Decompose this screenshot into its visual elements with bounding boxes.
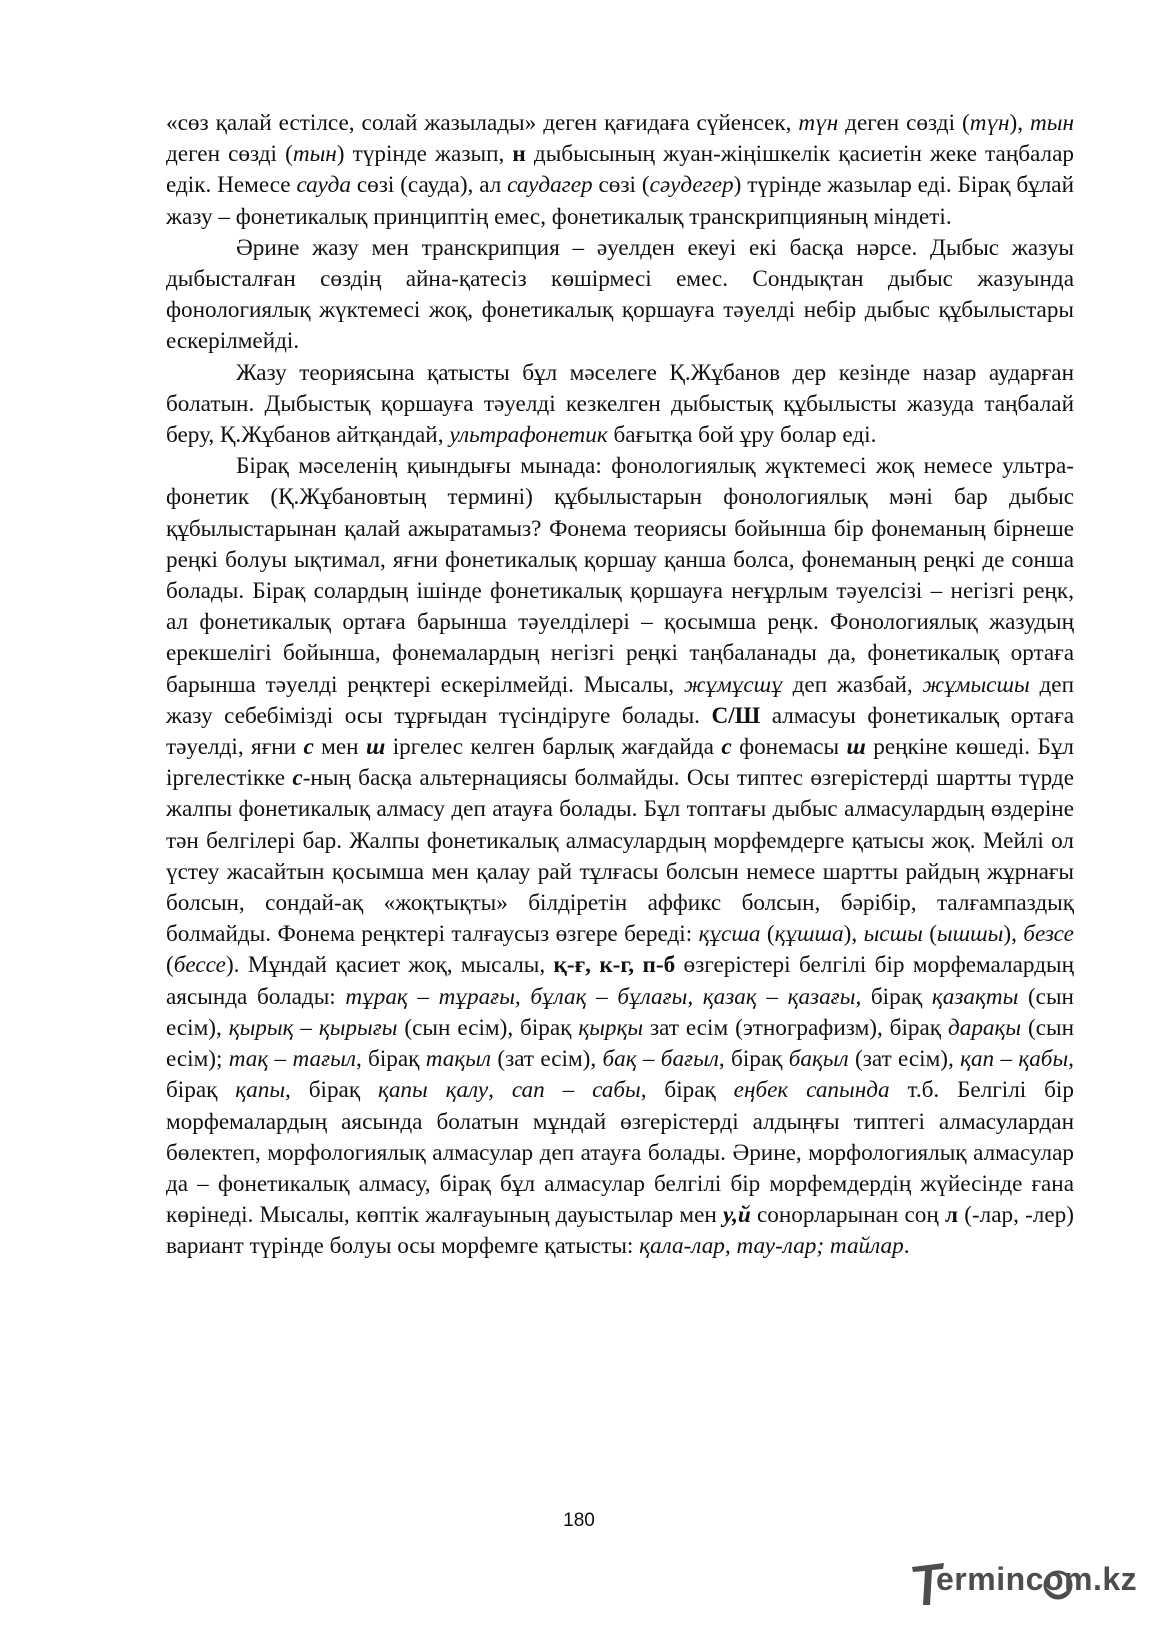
text-run: қапы қалу — [377, 1077, 489, 1104]
text-run: саудагер — [507, 172, 593, 199]
text-run: ш — [846, 734, 866, 761]
text-run: қырық – қырығы — [228, 1014, 398, 1041]
text-run: жұмұсшұ — [683, 671, 783, 698]
text-run: , бірақ — [718, 1046, 789, 1073]
text-run: құшша — [774, 921, 844, 948]
text-run: С/Ш — [711, 702, 761, 729]
text-run: сауда — [296, 172, 351, 199]
paragraph-4 — [166, 451, 1074, 1262]
text-run: тұрақ – тұрағы, бұлақ – бұлағы, қазақ – қазағы — [345, 983, 856, 1010]
text-run: реңкіне көшеді. Бұл іргелестікке — [166, 734, 1074, 792]
text-run: тақ – тағыл — [228, 1046, 356, 1073]
text-run: (сын есім), — [166, 983, 1074, 1041]
text-run: , бірақ — [855, 983, 932, 1010]
text-run: құсша — [698, 921, 761, 948]
paragraph-2 — [166, 233, 1074, 358]
text-run: н — [512, 141, 526, 168]
text-run: ), — [843, 921, 864, 948]
document-body — [166, 108, 1074, 1263]
text-run: (сын есім), бірақ — [397, 1014, 579, 1041]
text-run: қап – қабы, — [960, 1046, 1074, 1073]
text-run: т.б. Белгілі бір морфемалардың аясында болатын мұндай өзгерістерді алдыңғы типтегі алмасулардан бөлектеп, морфологиялық алмасулар деп атауға болады. Әрине, морфологиялық алмасулар да – фонетикалық алмасу, бірақ бұл алмасулар белгілі бір морфемдердің жүйесінде ғана көрінеді. Мысалы, көптік жалғауының дауыстылар мен — [166, 1077, 1074, 1229]
text-run: с — [292, 765, 303, 792]
text-run: жұмысшы — [922, 671, 1030, 698]
text-run: ), — [1009, 110, 1031, 136]
text-run: тын — [1030, 110, 1074, 136]
text-run: -ның басқа альтернациясы болмайды. Осы типтес өзгерістерді шартты түрде жалпы фонетикалық алмасу деп атауға болады. Бұл топтағы дыбыс алмасулардың өздеріне тән белгілері бар. Жалпы фонетикалық алмасулардың морфемдерге қатысы жоқ. Мейлі ол үстеу жасайтын қосымша мен қалау рай тұлғасы болсын немесе шартты райдың жұрнағы болсын, сондай-ақ «жоқтықты» білдіретін аффикс болсын, бәрібір, талғампаздық болмайды. Фонема реңктері талғаусыз өзгере береді: — [166, 765, 1074, 948]
text-run: ш — [365, 734, 386, 761]
text-run: у,й — [722, 1202, 751, 1229]
text-run: қапы — [235, 1077, 286, 1104]
text-run: , бірақ — [355, 1046, 426, 1073]
text-run: л — [945, 1202, 959, 1229]
watermark-text: ermincom.kz — [936, 1561, 1138, 1597]
text-run: безсе — [1023, 921, 1074, 948]
text-run: (сын есім); — [166, 1014, 1074, 1073]
text-run: сөзі ( — [592, 172, 650, 199]
text-run: деп жазбай, — [782, 671, 923, 698]
text-run: түн — [798, 110, 839, 136]
text-run: сонорларынан соң — [750, 1202, 945, 1229]
text-run: қырқы — [578, 1014, 644, 1041]
text-run: сөзі (сауда), ал — [351, 172, 508, 199]
text-run: ( — [922, 921, 937, 948]
text-run: деген сөзді ( — [166, 141, 293, 168]
page-number: 180 — [563, 1510, 595, 1531]
text-run: ышшы — [936, 921, 1004, 948]
text-run: мен — [313, 734, 366, 761]
text-run: (-лар, -лер) вариант түрінде болуы осы морфемге қатысты: — [166, 1202, 1074, 1260]
text-run: ) түрінде жазып, — [336, 141, 513, 168]
site-watermark — [910, 1559, 1138, 1611]
text-run: сап – сабы — [511, 1077, 641, 1104]
text-run: ) түрінде жазылар еді. Бірақ бұлай жазу – фонетикалық принциптің емес, фонетикалық транскрипцияның міндеті. — [166, 172, 1074, 230]
text-run: ысшы — [863, 921, 923, 948]
text-run: бірақ — [166, 1077, 236, 1104]
text-run: еңбек сапында — [733, 1077, 890, 1104]
text-run: деген сөзді ( — [838, 110, 970, 136]
text-run: , — [488, 1077, 512, 1104]
text-run: ( — [760, 921, 775, 948]
text-run: қазақты — [931, 983, 1019, 1010]
text-run: (зат есім), — [491, 1046, 603, 1073]
text-run: Жазу теориясына қатысты бұл мәселеге Қ.Жұбанов дер кезінде назар аударған болатын. Дыбыстық қоршауға тәуелді кезкелген дыбыстық құбылысты жазуда таңбалай беру, Қ.Жұбанов айтқандай, — [166, 359, 1074, 449]
text-run: сәудегер — [649, 172, 734, 199]
text-run: , бірақ — [285, 1077, 378, 1104]
text-run: бақ – бағыл — [602, 1046, 719, 1073]
text-run: қала-лар, тау-лар; тайлар — [639, 1233, 904, 1260]
text-run: дыбысының жуан-жіңішкелік қасиетін жеке таңбалар едік. Немесе — [166, 141, 1074, 199]
text-run: (зат есім), — [848, 1046, 961, 1073]
text-run: бағытқа бой ұру болар еді. — [607, 422, 877, 449]
text-run: , бірақ — [640, 1077, 734, 1104]
text-run: . — [903, 1233, 910, 1260]
paragraph-1 — [166, 108, 1074, 233]
text-run: ). Мұндай қасиет жоқ, мысалы, — [225, 952, 554, 979]
text-run: фонемасы — [731, 734, 847, 761]
text-run: іргелес келген барлық жағдайда — [385, 734, 722, 761]
text-run: зат есім (этнографизм), бірақ — [643, 1014, 948, 1041]
text-run: тақыл — [425, 1046, 492, 1073]
text-run: өзгерістері белгілі бір морфемалардың аясында болады: — [166, 952, 1074, 1010]
text-run: «сөз қалай естілсе, солай жазылады» деген қағидаға сүйенсек, — [166, 110, 799, 136]
text-run: с — [303, 734, 314, 761]
text-run: алмасуы фонетикалық ортаға тәуелді, яғни — [166, 702, 1074, 761]
text-run: қ-ғ, к-г, п-б — [553, 952, 676, 979]
text-run: бақыл — [788, 1046, 849, 1073]
text-run: деп жазу себебімізді осы тұрғыдан түсіндіруге болады. — [166, 671, 1075, 729]
text-run: ( — [166, 952, 174, 979]
text-run: түн — [969, 110, 1010, 136]
text-run: ультрафонетик — [449, 422, 608, 449]
text-run: тын — [292, 141, 337, 168]
text-run: ), — [1003, 921, 1024, 948]
text-run: дарақы — [948, 1014, 1022, 1041]
text-run: с — [721, 734, 732, 761]
paragraph-3 — [166, 358, 1074, 452]
text-run: бессе — [173, 952, 226, 979]
text-run: Бірақ мәселенің қиындығы мынада: фонологиялық жүктемесі жоқ немесе ультра-фонетик (Қ.Жұбановтың термині) құбылыстарын фонологиялық мәні бар дыбыс құбылыстарынан қалай ажыратамыз? Фонема теориясы бойынша бір фонеманың бірнеше реңкі болуы ықтимал, яғни фонетикалық қоршау қанша болса, фонеманың реңкі де сонша болады. Бірақ солардың ішінде фонетикалық қоршауға неғұрлым тәуелсізі – негізгі реңк, ал фонетикалық ортаға барынша тәуелділері – қосымша реңк. Фонологиялық жазудың ерекшелігі бойынша, фонемалардың негізгі реңкі таңбаланады да, фонетикалық ортаға барынша тәуелді реңктері ескерілмейді. Мысалы, — [166, 453, 1074, 698]
text-run: Әрине жазу мен транскрипция – әуелден екеуі екі басқа нәрсе. Дыбыс жазуы дыбысталған сөздің айна-қатесіз көшірмесі емес. Сондықтан дыбыс жазуында фонологиялық жүктемесі жоқ, фонетикалық қоршауға тәуелді небір дыбыс құбылыстары ескерілмейді. — [166, 234, 1074, 355]
